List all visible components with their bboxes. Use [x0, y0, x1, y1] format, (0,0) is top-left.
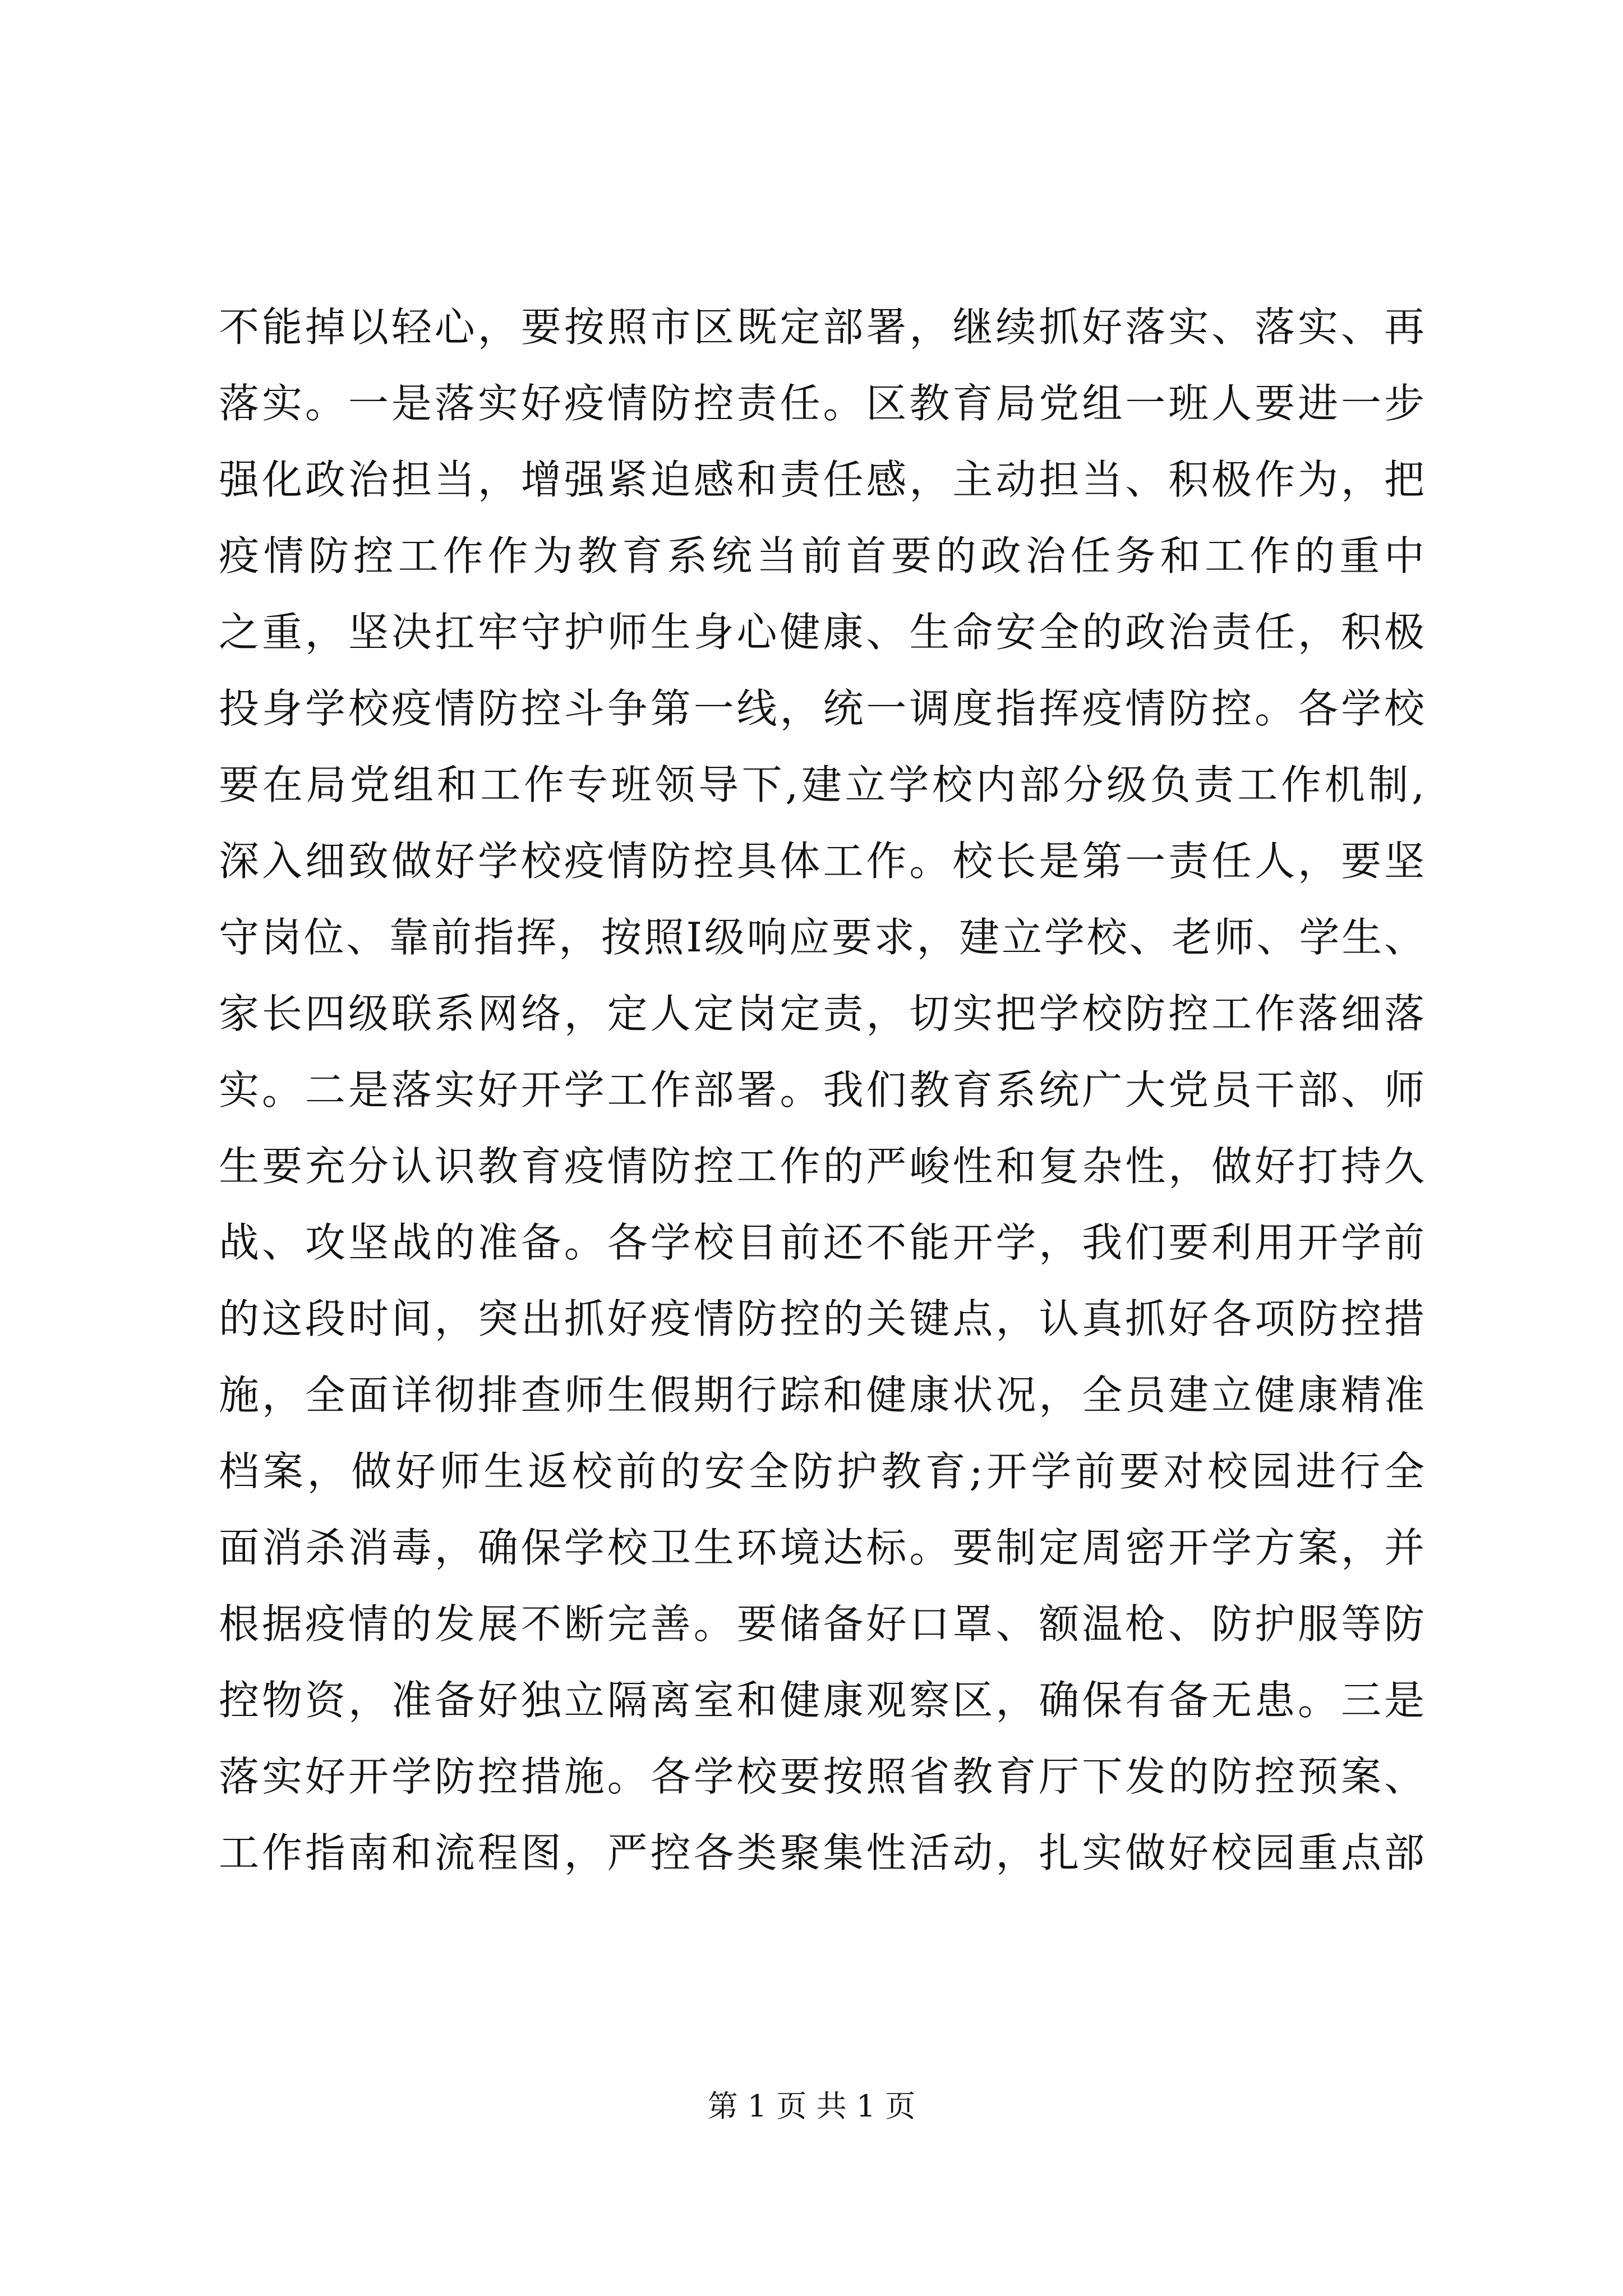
text-line: 的这段时间，突出抓好疫情防控的关键点，认真抓好各项防控措 — [219, 1295, 1424, 1342]
text-line: 守岗位、靠前指挥，按照Ⅰ级响应要求，建立学校、老师、学生、 — [219, 914, 1424, 961]
text-line: 要在局党组和工作专班领导下,建立学校内部分级负责工作机制, — [219, 761, 1424, 808]
text-line: 落实好开学防控措施。各学校要按照省教育厅下发的防控预案、 — [219, 1753, 1424, 1800]
text-line: 投身学校疫情防控斗争第一线，统一调度指挥疫情防控。各学校 — [219, 685, 1424, 732]
text-line: 疫情防控工作作为教育系统当前首要的政治任务和工作的重中 — [219, 532, 1424, 579]
text-line: 落实。一是落实好疫情防控责任。区教育局党组一班人要进一步 — [219, 380, 1424, 427]
text-line: 面消杀消毒，确保学校卫生环境达标。要制定周密开学方案，并 — [219, 1524, 1424, 1571]
text-line: 实。二是落实好开学工作部署。我们教育系统广大党员干部、师 — [219, 1066, 1424, 1114]
text-line: 战、攻坚战的准备。各学校目前还不能开学，我们要利用开学前 — [219, 1219, 1424, 1266]
text-line: 施，全面详彻排查师生假期行踪和健康状况，全员建立健康精准 — [219, 1372, 1424, 1419]
text-line: 控物资，准备好独立隔离室和健康观察区，确保有备无患。三是 — [219, 1677, 1424, 1724]
text-line: 工作指南和流程图，严控各类聚集性活动，扎实做好校园重点部 — [219, 1829, 1424, 1876]
page-number-footer: 第 1 页 共 1 页 — [707, 2088, 916, 2124]
text-line: 生要充分认识教育疫情防控工作的严峻性和复杂性，做好打持久 — [219, 1143, 1424, 1190]
text-line: 档案，做好师生返校前的安全防护教育;开学前要对校园进行全 — [219, 1448, 1424, 1495]
text-line: 深入细致做好学校疫情防控具体工作。校长是第一责任人，要坚 — [219, 838, 1424, 885]
text-line: 不能掉以轻心，要按照市区既定部署，继续抓好落实、落实、再 — [219, 303, 1424, 351]
text-line: 之重，坚决扛牢守护师生身心健康、生命安全的政治责任，积极 — [219, 609, 1424, 656]
text-line: 根据疫情的发展不断完善。要储备好口罩、额温枪、防护服等防 — [219, 1600, 1424, 1648]
document-body — [219, 289, 1424, 1891]
text-line: 强化政治担当，增强紧迫感和责任感，主动担当、积极作为，把 — [219, 456, 1424, 503]
text-line: 家长四级联系网络，定人定岗定责，切实把学校防控工作落细落 — [219, 990, 1424, 1037]
